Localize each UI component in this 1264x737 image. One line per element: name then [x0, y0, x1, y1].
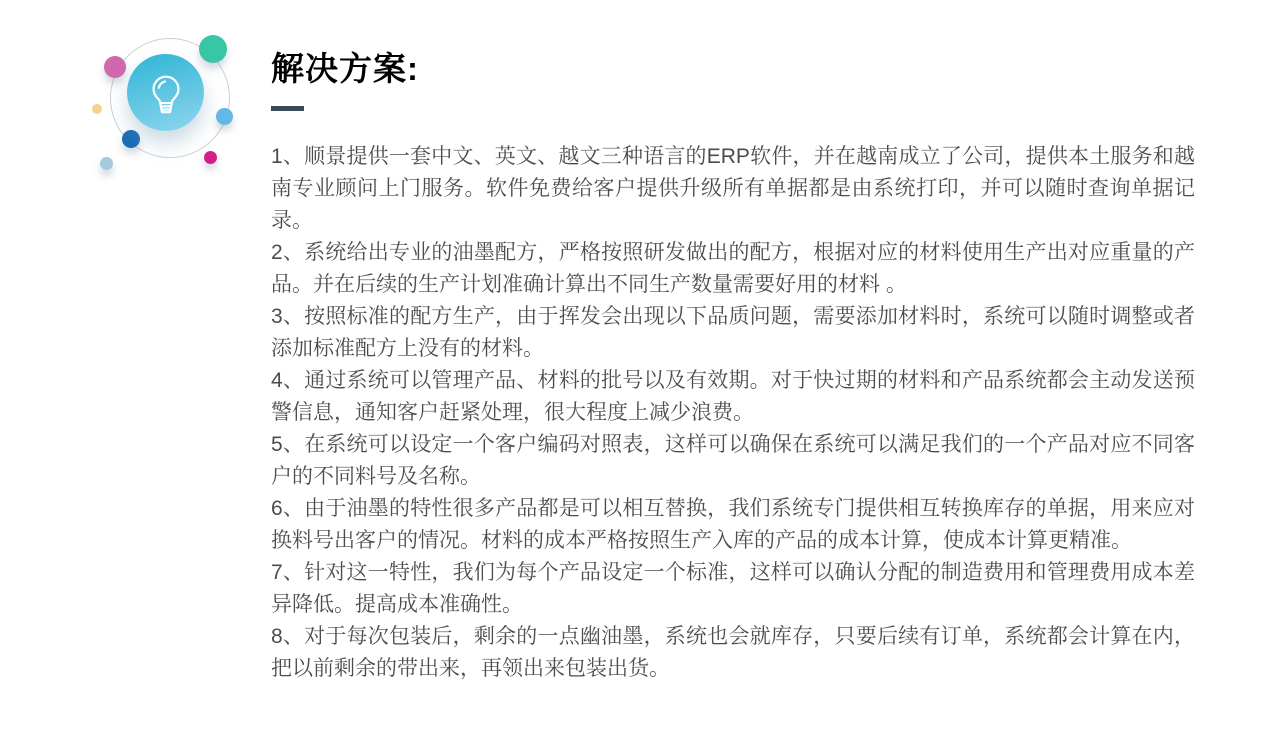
solution-item-5: 5、在系统可以设定一个客户编码对照表，这样可以确保在系统可以满足我们的一个产品对应不同客户的不同料号及名称。: [271, 433, 1195, 488]
lightbulb-decoration: [0, 0, 260, 200]
magenta-dot: [204, 151, 217, 164]
lightbulb-circle: [127, 54, 204, 131]
title-accent-bar: [271, 106, 304, 111]
solutions-list: [271, 141, 1195, 685]
solution-item-2: 2、系统给出专业的油墨配方，严格按照研发做出的配方，根据对应的材料使用生产出对应重量的产品。并在后续的生产计划准确计算出不同生产数量需要好用的材料 。: [271, 241, 1195, 296]
solution-item-7: 7、针对这一特性，我们为每个产品设定一个标准，这样可以确认分配的制造费用和管理费用成本差异降低。提高成本准确性。: [271, 561, 1195, 616]
solution-item-6: 6、由于油墨的特性很多产品都是可以相互替换，我们系统专门提供相互转换库存的单据，用来应对换料号出客户的情况。材料的成本严格按照生产入库的产品的成本计算，使成本计算更精准。: [271, 497, 1195, 552]
page-title: 解决方案:: [271, 50, 419, 87]
blue-dot: [122, 130, 140, 148]
teal-dot: [199, 35, 227, 63]
pink-dot: [104, 56, 126, 78]
solution-item-1: 1、顺景提供一套中文、英文、越文三种语言的ERP软件，并在越南成立了公司，提供本土服务和越南专业顾问上门服务。软件免费给客户提供升级所有单据都是由系统打印，并可以随时查询单据记录。: [271, 145, 1195, 232]
yellow-dot: [92, 104, 102, 114]
pale-blue-dot: [100, 157, 113, 170]
solution-item-8: 8、对于每次包装后，剩余的一点幽油墨，系统也会就库存，只要后续有订单，系统都会计算在内，把以前剩余的带出来，再领出来包装出货。: [271, 625, 1195, 680]
solution-item-3: 3、按照标准的配方生产，由于挥发会出现以下品质问题，需要添加材料时，系统可以随时调整或者添加标准配方上没有的材料。: [271, 305, 1195, 360]
lightbulb-icon: [143, 70, 189, 116]
sky-dot: [216, 108, 233, 125]
solution-item-4: 4、通过系统可以管理产品、材料的批号以及有效期。对于快过期的材料和产品系统都会主动发送预警信息，通知客户赶紧处理，很大程度上减少浪费。: [271, 369, 1195, 424]
